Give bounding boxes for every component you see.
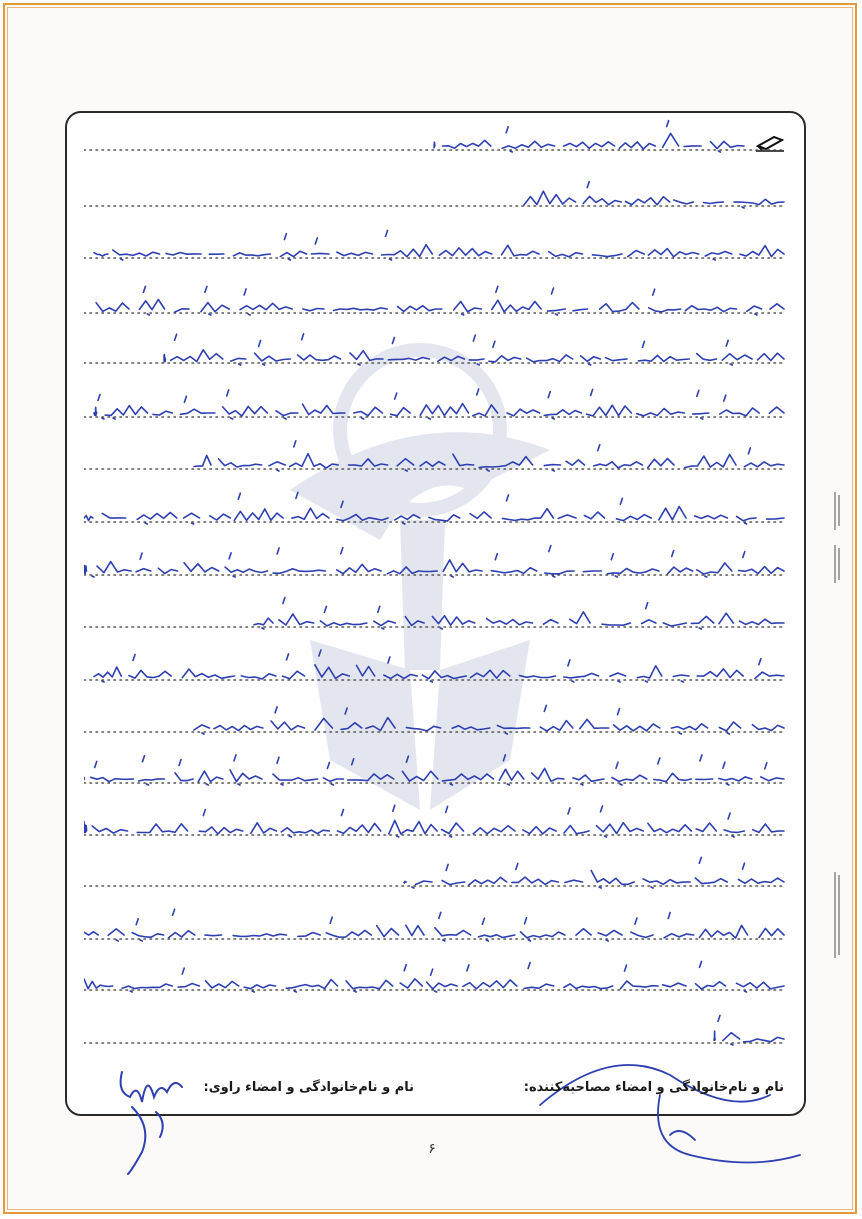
handwriting-line — [84, 755, 784, 785]
handwriting-line — [94, 230, 784, 260]
handwriting-line — [96, 286, 784, 315]
handwriting-line — [524, 182, 784, 208]
handwriting-line — [94, 650, 784, 682]
handwriting-line — [404, 857, 784, 888]
binding-clip-bottom — [832, 870, 842, 960]
page-number: ۶ — [428, 1141, 436, 1157]
handwriting-line — [84, 546, 784, 577]
handwriting-line — [254, 598, 784, 629]
handwriting-line — [194, 441, 784, 471]
handwriting-line — [164, 334, 784, 365]
interviewer-name-label: نام و نام‌خانوادگی و امضاء مصاحبه‌کننده: — [523, 1080, 784, 1095]
binding-clip-top — [832, 490, 842, 585]
narrator-name-label: نام و نام‌خانوادگی و امضاء راوی: — [203, 1080, 414, 1095]
handwriting-line — [194, 705, 784, 734]
handwriting-line — [84, 961, 784, 992]
handwriting-line — [84, 492, 784, 524]
interviewer-signature — [520, 1035, 810, 1195]
handwriting-line — [434, 121, 744, 152]
handwriting-line — [94, 389, 784, 419]
narrator-signature — [112, 1052, 192, 1177]
handwriting-line — [84, 909, 784, 941]
handwriting-line — [84, 805, 784, 837]
